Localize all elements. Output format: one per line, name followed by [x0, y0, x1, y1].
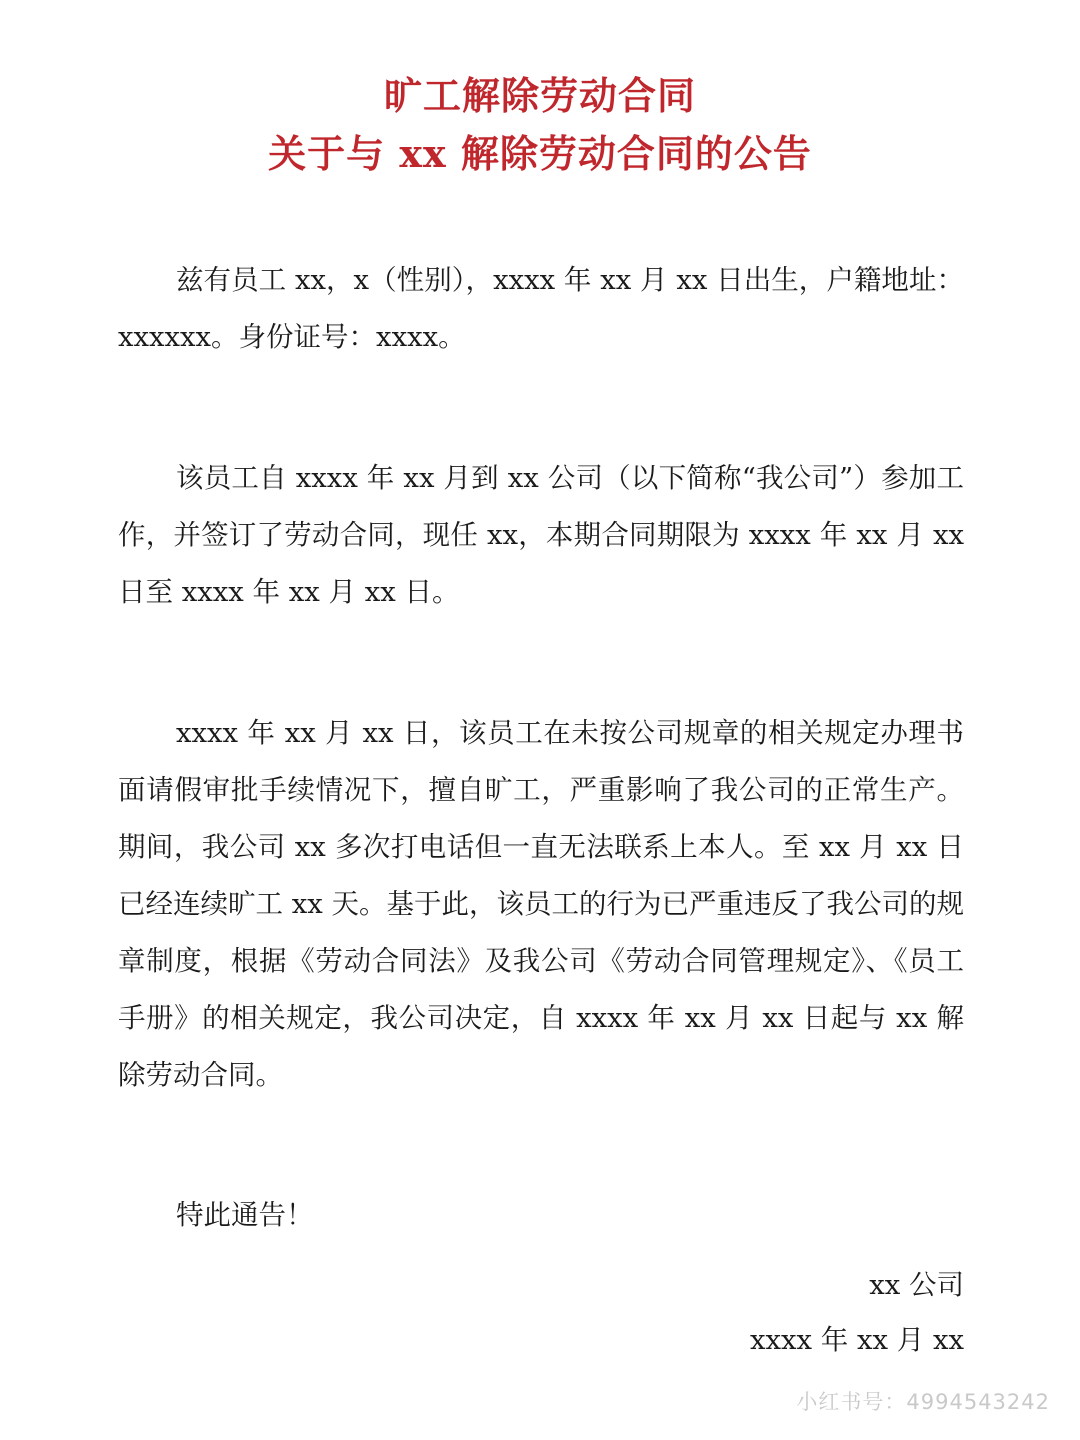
paragraph-closing: 特此通告！ — [176, 1199, 314, 1231]
paragraph-employment-history: 该员工自 xxxx 年 xx 月到 xx 公司（以下简称“我公司”）参加工作，并签订了劳动合同，现任 xx，本期合同期限为 xxxx 年 xx 月 xx 日至 xxxx 年 xx 月 xx 日。 — [118, 462, 964, 608]
title-line-1: 旷工解除劳动合同 — [383, 73, 696, 118]
signature-company: xx 公司 — [869, 1269, 964, 1301]
watermark-text: 小红书号：4994543242 — [796, 1390, 1050, 1414]
paragraph-absence-decision: xxxx 年 xx 月 xx 日，该员工在未按公司规章的相关规定办理书面请假审批手续情况下，擅自旷工，严重影响了我公司的正常生产。期间，我公司 xx 多次打电话但一直无法联系上本人。至 xx 月 xx 日已经连续旷工 xx 天。基于此，该员工的行为已严重违反了我公司的规章制度，根据《劳动合同法》及我公司《劳动合同管理规定》、《员工手册》的相关规定，我公司决定，自 xxxx 年 xx 月 xx 日起与 xx 解除劳动合同。 — [118, 717, 964, 1091]
signature-date: xxxx 年 xx 月 xx — [749, 1324, 964, 1356]
title-line-2: 关于与 xx 解除劳动合同的公告 — [268, 131, 812, 176]
paragraph-employee-info: 兹有员工 xx，x（性别），xxxx 年 xx 月 xx 日出生，户籍地址：xxxxxx。身份证号：xxxx。 — [118, 264, 964, 353]
